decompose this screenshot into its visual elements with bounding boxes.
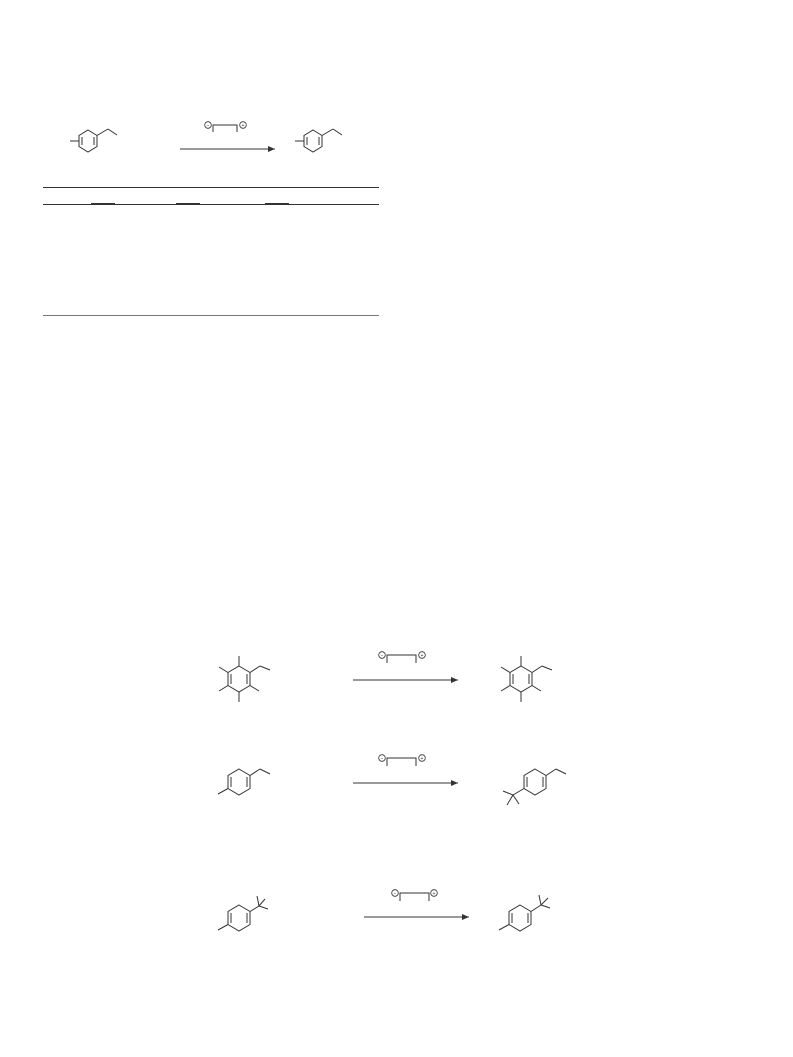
table-header-rule [43, 204, 379, 205]
reaction-2-reactant-structure [218, 769, 270, 795]
reaction-2-reagent-structure [379, 755, 426, 766]
general-reactant-structure [70, 129, 117, 152]
cation-charge-label: + [420, 653, 424, 660]
table-top-rule [43, 187, 379, 188]
reaction-1-reagent-structure [379, 652, 426, 663]
reaction-3-reactant-structure [218, 896, 268, 931]
reaction-2-product-structure [503, 769, 566, 805]
cation-charge-label: + [241, 123, 245, 130]
reaction-1-product-structure [501, 656, 552, 702]
cation-charge-label: + [420, 756, 424, 763]
anion-charge-label: − [393, 891, 397, 898]
table-bottom-rule [43, 315, 379, 316]
general-reagent-structure [205, 122, 247, 132]
reaction-1-reactant-structure [219, 656, 270, 702]
reaction-3-product-structure [499, 895, 550, 931]
cation-charge-label: + [432, 891, 436, 898]
anion-charge-label: − [380, 756, 384, 763]
general-product-structure [295, 129, 342, 152]
anion-charge-label: − [206, 123, 210, 130]
anion-charge-label: − [380, 653, 384, 660]
reaction-3-reagent-structure [392, 890, 438, 901]
